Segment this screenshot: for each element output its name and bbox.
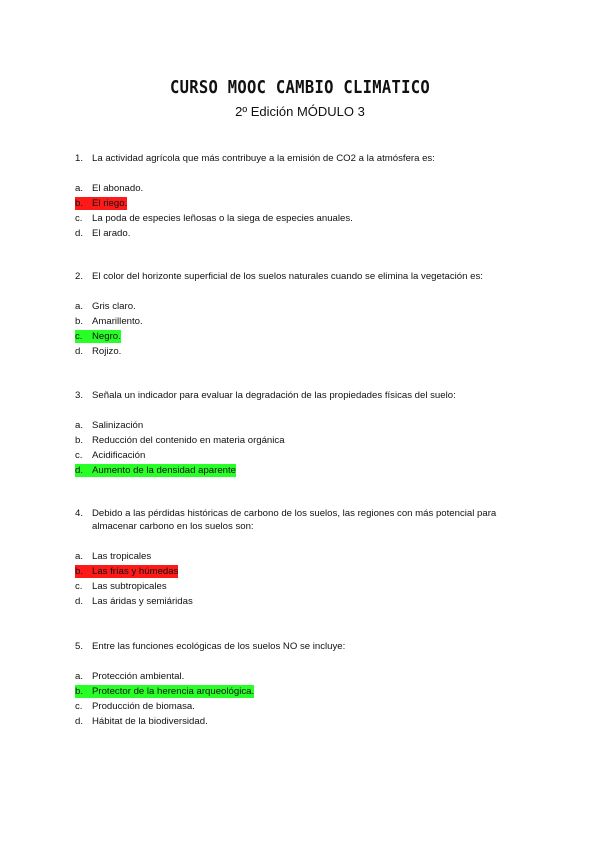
option-c	[75, 579, 535, 594]
option-letter: c.	[75, 701, 83, 712]
option-letter: b.	[75, 435, 84, 446]
option-text: Las áridas y semiáridas	[92, 596, 193, 607]
option-text: El arado.	[92, 228, 131, 239]
option-text: Producción de biomasa.	[92, 701, 195, 712]
option-letter: a.	[75, 420, 84, 431]
option-text: La poda de especies leñosas o la siega de especies anuales.	[92, 213, 353, 224]
question-text: La actividad agrícola que más contribuye a la emisión de CO2 a la atmósfera es:	[92, 153, 435, 164]
option-letter: b.	[75, 685, 92, 698]
option-a	[75, 299, 535, 314]
question-text: El color del horizonte superficial de los suelos naturales cuando se elimina la vegetación es:	[92, 271, 483, 282]
option-a	[75, 181, 535, 196]
question-text: Señala un indicador para evaluar la degradación de las propiedades físicas del suelo:	[92, 390, 456, 401]
option-text: Protección ambiental.	[92, 671, 185, 682]
option-d	[75, 594, 535, 609]
option-text: Rojizo.	[92, 346, 122, 357]
question-4	[75, 507, 535, 609]
option-text: Aumento de la densidad aparente	[92, 465, 237, 476]
question-3	[75, 389, 535, 478]
option-d	[75, 226, 535, 241]
option-letter: a.	[75, 301, 84, 312]
option-letter: b.	[75, 565, 92, 578]
option-c	[75, 448, 535, 463]
option-b	[75, 564, 535, 579]
option-text: Reducción del contenido en materia orgánica	[92, 435, 285, 446]
option-text: El riego.	[92, 198, 128, 209]
option-d	[75, 463, 535, 478]
option-letter: d.	[75, 346, 84, 357]
question-2	[75, 270, 535, 359]
option-c	[75, 699, 535, 714]
option-text: Gris claro.	[92, 301, 136, 312]
question-text: Entre las funciones ecológicas de los suelos NO se incluye:	[92, 641, 346, 652]
option-text: Protector de la herencia arqueológica.	[92, 686, 255, 697]
option-letter: a.	[75, 551, 84, 562]
question-number: 5.	[75, 641, 84, 652]
option-a	[75, 669, 535, 684]
question-number: 2.	[75, 271, 84, 282]
document-subtitle: 2º Edición MÓDULO 3	[235, 104, 365, 119]
question-1	[75, 152, 535, 241]
option-text: Negro.	[92, 331, 121, 342]
question-number: 1.	[75, 153, 84, 164]
option-b	[75, 196, 535, 211]
option-letter: a.	[75, 671, 84, 682]
option-d	[75, 714, 535, 729]
option-b	[75, 433, 535, 448]
option-c	[75, 329, 535, 344]
option-letter: b.	[75, 316, 84, 327]
question-number: 3.	[75, 390, 84, 401]
option-letter: c.	[75, 213, 83, 224]
option-text: Hábitat de la biodiversidad.	[92, 716, 208, 727]
document-title: CURSO MOOC CAMBIO CLIMATICO	[169, 76, 431, 98]
option-letter: d.	[75, 596, 84, 607]
question-number: 4.	[75, 508, 84, 519]
option-c	[75, 211, 535, 226]
option-text: Las tropicales	[92, 551, 152, 562]
option-text: Amarillento.	[92, 316, 143, 327]
option-d	[75, 344, 535, 359]
option-letter: d.	[75, 716, 84, 727]
option-b	[75, 314, 535, 329]
option-letter: c.	[75, 450, 83, 461]
option-text: Salinización	[92, 420, 144, 431]
option-text: El abonado.	[92, 183, 144, 194]
option-letter: c.	[75, 330, 92, 343]
question-text: Debido a las pérdidas históricas de carbono de los suelos, las regiones con más potencial para almacenar carbono en los suelos son:	[92, 508, 497, 532]
option-text: Acidificación	[92, 450, 146, 461]
option-letter: c.	[75, 581, 83, 592]
option-a	[75, 549, 535, 564]
option-text: Las subtropicales	[92, 581, 167, 592]
option-a	[75, 418, 535, 433]
option-letter: d.	[75, 228, 84, 239]
question-5	[75, 640, 535, 729]
option-letter: d.	[75, 464, 92, 477]
option-text: Las frías y húmedas	[92, 566, 179, 577]
option-letter: b.	[75, 197, 92, 210]
option-b	[75, 684, 535, 699]
option-letter: a.	[75, 183, 84, 194]
